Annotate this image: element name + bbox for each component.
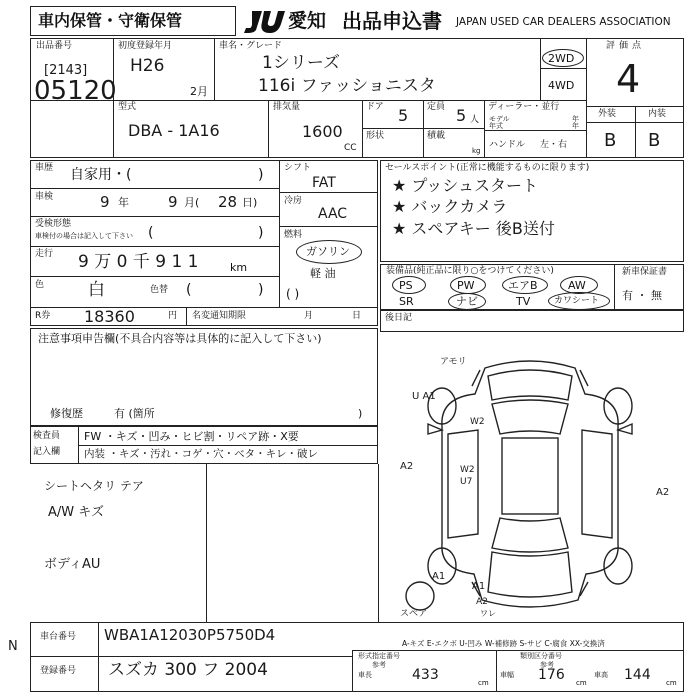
receipt-paren-open: ( (148, 225, 154, 241)
interior-value: B (648, 130, 661, 151)
repair-label: 修復歴 (50, 407, 83, 420)
width-unit: cm (576, 679, 587, 687)
length-value: 433 (412, 667, 439, 683)
history-label: 車歴 (35, 163, 54, 173)
capacity-label: 定員 (427, 102, 446, 112)
diagram-mark-7: A2 (656, 487, 670, 498)
aircon-label: 冷房 (284, 196, 303, 206)
reg-month: 2月 (190, 85, 208, 98)
equip-pw: PW (457, 279, 475, 292)
recycle-unit: 円 (168, 311, 178, 321)
aircon-value: AAC (318, 206, 348, 222)
width-value: 176 (538, 667, 565, 683)
dealer-label: ディーラー・並行 (488, 102, 560, 112)
fuel-label: 燃料 (284, 230, 303, 240)
inspector-label: 検査員 (33, 431, 61, 441)
car-hood (488, 370, 572, 400)
diagram-mark-6: A2 (400, 461, 414, 472)
storage-note: 車内保管・守衛保管 (38, 11, 183, 30)
type-designation-label: 形式指定番号 (358, 652, 400, 660)
height-unit: cm (666, 679, 677, 687)
doc-title: 出品申込書 (342, 9, 442, 33)
association-en: JAPAN USED CAR DEALERS ASSOCIATION (456, 16, 671, 28)
history-close: ) (258, 167, 264, 183)
equipment-title: 装備品(純正品に限り○をつけてください) (386, 266, 554, 276)
transfer-day: 日 (352, 311, 362, 321)
diagram-mark-11: A2 (476, 597, 488, 607)
receipt-note: 車検付の場合は記入して下さい (35, 232, 133, 240)
notes-right-edge (378, 464, 379, 622)
inspection-row-2: 内装 ・キズ・汚れ・コゲ・穴・ベタ・キレ・破レ (84, 448, 319, 460)
loading-unit: kg (472, 147, 481, 155)
model-value: DBA - 1A16 (128, 121, 220, 140)
length-unit: cm (478, 679, 489, 687)
car-mirror-left (428, 424, 442, 434)
notes-divider (206, 464, 207, 622)
warranty-label: 新車保証書 (622, 267, 668, 277)
car-trunk (488, 552, 572, 597)
doors-value: 5 (398, 106, 409, 125)
selling-point-2: ★ バックカメラ (392, 197, 508, 216)
equip-sr: SR (399, 295, 414, 308)
grade-label: 評価点 (606, 41, 646, 51)
transfer-label: 名変通知期限 (192, 311, 247, 321)
diagram-mark-1: アモリ (440, 357, 467, 367)
selling-point-1: ★ プッシュスタート (392, 176, 538, 195)
reference-1: 参考 (372, 661, 386, 669)
reg-year: H26 (130, 56, 165, 76)
inspection-unit-year: 年 (118, 196, 129, 209)
plate-label: 登録番号 (40, 666, 77, 676)
diagram-mark-2: U A1 (412, 391, 436, 402)
diagram-mark-10: スペア (400, 609, 428, 619)
inspection-label: 車検 (35, 192, 54, 202)
inspection-year: 9 (100, 193, 110, 211)
diagram-mark-8: A1 (432, 571, 446, 582)
equip-ps: PS (399, 279, 413, 292)
year-unit-2: 年 (572, 122, 579, 130)
recycle-label: R券 (35, 311, 51, 321)
inspection-unit-month: 月( (184, 196, 200, 209)
ju-logo-icon (240, 8, 286, 34)
report-title: 注意事項申告欄(不具合内容等は具体的に記入して下さい) (38, 332, 322, 345)
car-windshield (492, 400, 568, 434)
transfer-month: 月 (304, 311, 314, 321)
height-value: 144 (624, 667, 651, 683)
warranty-value: 有 ・ 無 (622, 289, 662, 302)
lot-small: [2143] (44, 63, 88, 78)
model-year-label: モデル (489, 115, 510, 123)
car-roof (502, 438, 558, 514)
reference-2: 参考 (540, 661, 554, 669)
plate-value: スズカ 300 フ 2004 (108, 660, 268, 680)
side-mark: N (8, 639, 18, 654)
inspection-month: 9 (168, 193, 178, 211)
displacement-value: 1600 (302, 122, 343, 141)
aftermarket-box (380, 310, 684, 332)
mileage-unit: km (230, 261, 248, 274)
equip-tv: TV (516, 295, 531, 308)
receipt-paren-close: ) (258, 225, 264, 241)
equip-leather: カワシート (554, 296, 600, 306)
color-change-label: 色替 (150, 285, 169, 295)
model-label: 型式 (118, 102, 137, 112)
doors-label: ドア (366, 102, 384, 112)
lot-number: 05120 (34, 76, 117, 106)
interior-label: 内装 (648, 109, 667, 119)
mileage-label: 走行 (35, 249, 54, 259)
diagram-mark-4: W2 (460, 465, 475, 475)
car-rear-window (492, 518, 568, 552)
equip-airbag: エアB (508, 279, 538, 292)
exterior-label: 外装 (598, 109, 617, 119)
shape-label: 形状 (366, 131, 385, 141)
chassis-label: 車台番号 (40, 632, 77, 642)
lot-label: 出品番号 (36, 41, 73, 51)
exterior-value: B (604, 130, 617, 151)
handle-value: 左・右 (540, 140, 568, 150)
capacity-value: 5 (456, 106, 467, 125)
name-label: 車名・グレード (219, 41, 283, 51)
entry-label: 記入欄 (33, 447, 61, 457)
diagram-mark-12: ワレ (480, 609, 496, 618)
height-label: 車高 (594, 671, 608, 679)
width-label: 車幅 (500, 671, 514, 679)
note-handwritten-3: ボディAU (44, 557, 101, 572)
year-unit-1: 年 (572, 115, 579, 123)
spare-tire (406, 582, 434, 610)
inspection-day: 28 (218, 193, 238, 211)
first-reg-label: 初度登録年月 (118, 41, 173, 51)
repair-close: ) (358, 407, 363, 420)
name-line1: 1シリーズ (262, 53, 340, 73)
car-mirror-right (618, 424, 632, 434)
fuel-diesel: 軽 油 (310, 267, 336, 280)
inspection-row-1: FW ・キズ・凹み・ヒビ割・リペア跡・X要 (84, 430, 299, 443)
mileage-value: 9 万 0 千 9 1 1 (78, 252, 199, 272)
diagram-mark-9: A1 (472, 581, 486, 592)
drive-4wd: 4WD (548, 79, 575, 92)
diagram-mark-3: W2 (470, 417, 485, 427)
fuel-paren: ( ) (286, 287, 300, 301)
damage-legend: A-キズ E-エクボ U-凹み W-補修跡 S-サビ C-腐食 XX-交換済 (402, 639, 605, 648)
selling-point-3: ★ スペアキー 後B送付 (392, 219, 555, 238)
chassis-value: WBA1A12030P5750D4 (104, 626, 276, 644)
receipt-label: 受検形態 (35, 219, 72, 229)
color-paren-close: ) (258, 282, 264, 298)
category-label: 類別区分番号 (520, 652, 562, 660)
length-label: 車長 (358, 671, 372, 679)
fuel-gas: ガソリン (306, 245, 350, 258)
displacement-unit: CC (344, 143, 357, 153)
handle-label: ハンドル (489, 140, 526, 150)
color-label: 色 (35, 280, 45, 290)
equip-navi: ナビ (456, 295, 478, 308)
org-name: 愛知 (288, 10, 327, 32)
note-handwritten-1: シートヘタリ テア (44, 479, 144, 493)
car-damage-diagram (380, 334, 684, 634)
shift-value: FAT (312, 175, 336, 191)
repair-value: 有 (箇所 (114, 407, 155, 420)
color-value: 白 (88, 280, 105, 300)
selling-points-title: セールスポイント(正常に機能するものに限ります) (385, 163, 590, 173)
inspection-unit-day: 日) (242, 196, 258, 209)
car-door-right (582, 430, 612, 538)
capacity-unit: 人 (470, 115, 480, 125)
drive-2wd: 2WD (548, 52, 575, 65)
color-paren-open: ( (186, 282, 192, 298)
shift-label: シフト (284, 163, 312, 173)
equip-aw: AW (568, 279, 586, 292)
year-label: 年式 (489, 122, 503, 130)
grade-value: 4 (616, 57, 641, 101)
loading-label: 積載 (427, 131, 446, 141)
aftermarket-label: 後日記 (385, 313, 413, 323)
history-value: 自家用・( (70, 167, 132, 183)
recycle-value: 18360 (84, 307, 135, 326)
displacement-label: 排気量 (273, 102, 301, 112)
note-handwritten-2: A/W キズ (48, 505, 104, 520)
name-line2: 116i ファッショニスタ (258, 76, 436, 96)
diagram-mark-5: U7 (460, 477, 473, 487)
